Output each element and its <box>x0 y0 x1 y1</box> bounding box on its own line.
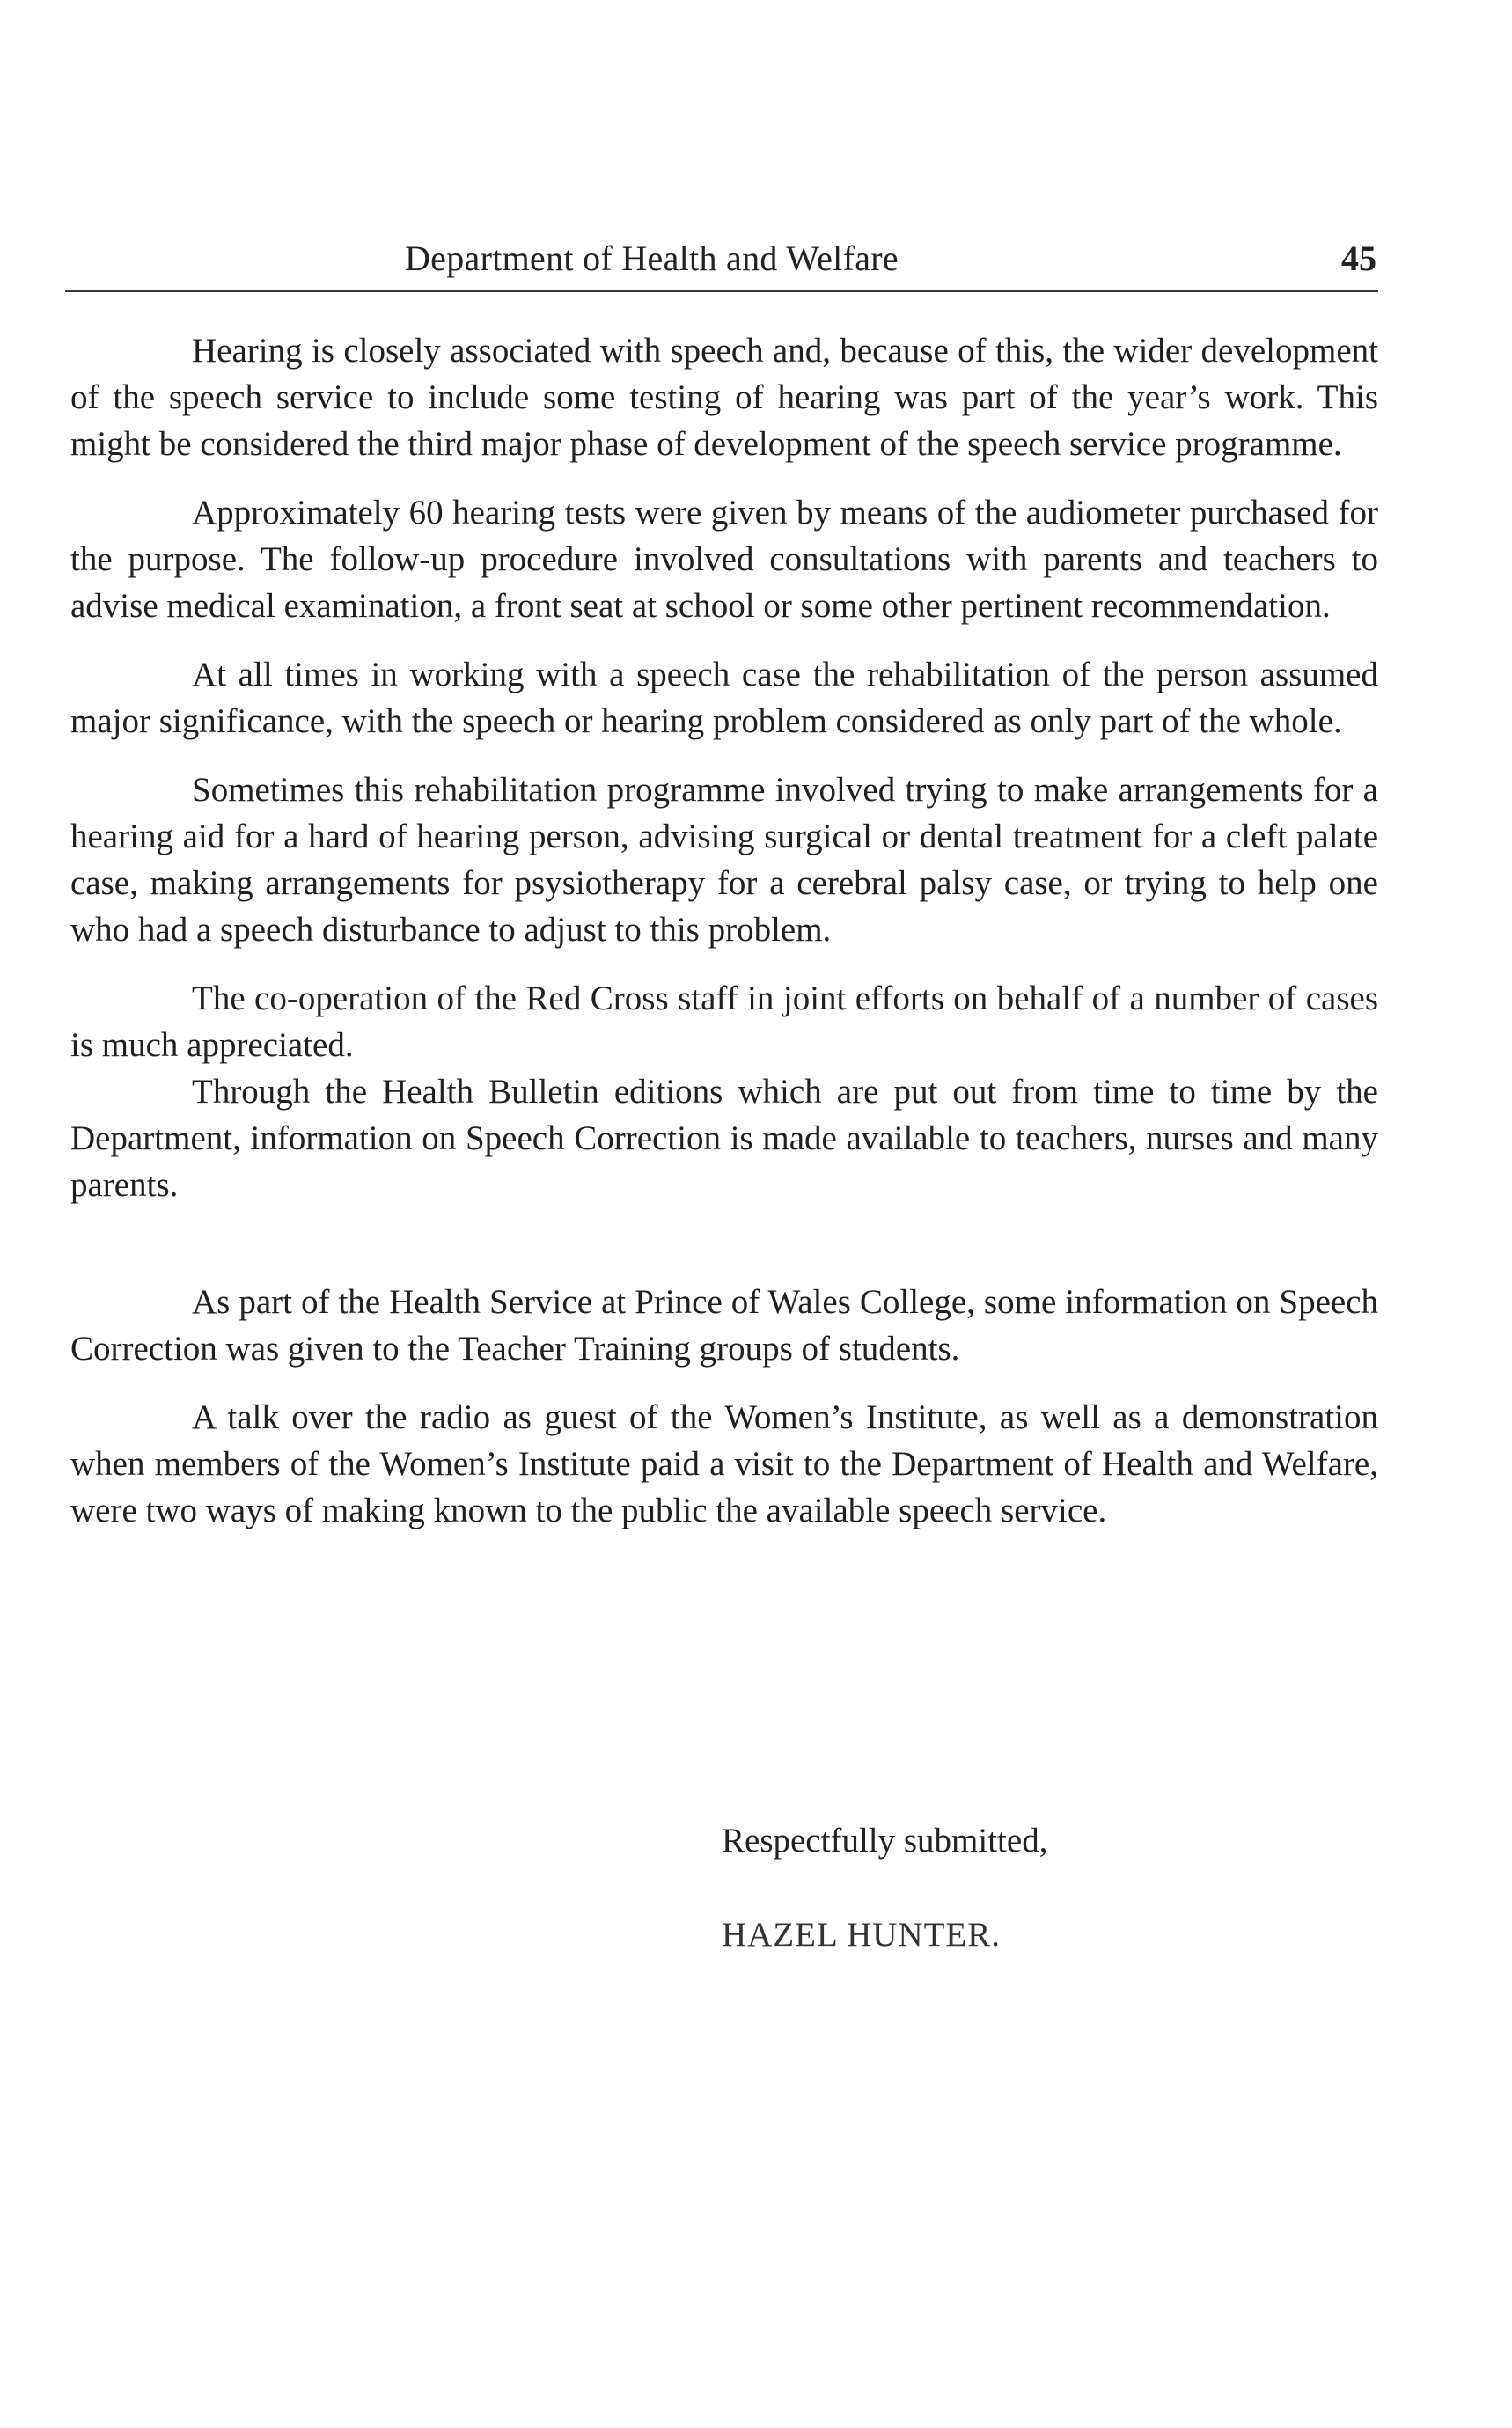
paragraph-health-bulletin: Through the Health Bulletin editions which are put out from time to time by the Department, information on Speech Correction is made available to teachers, nurses and many parents. <box>70 1073 1378 1204</box>
closing-block <box>722 1817 1338 1958</box>
paragraph-audiometer-tests: Approximately 60 hearing tests were given by means of the audiometer purchased for the purpose. The follow-up procedure involved consultations with parents and teachers to advise medical examination, a front seat at school or some other pertinent recommendation. <box>70 494 1378 625</box>
running-title: Department of Health and Welfare <box>405 238 899 278</box>
paragraph-red-cross: The co-operation of the Red Cross staff in joint efforts on behalf of a number of cases is much appreciated. <box>70 979 1378 1064</box>
paragraph-radio-talk: A talk over the radio as guest of the Women’s Institute, as well as a demonstration when members of the Women’s Institute paid a visit to the Department of Health and Welfare, were two ways of making known to the public the available speech service. <box>70 1398 1378 1529</box>
paragraph-rehabilitation: At all times in working with a speech case the rehabilitation of the person assumed major significance, with the speech or hearing problem considered as only part of the whole. <box>70 656 1378 740</box>
paragraph-hearing-testing: Hearing is closely associated with speech and, because of this, the wider development of the speech service to include some testing of hearing was part of the year’s work. This might be considered the third major phase of development of the speech service programme. <box>70 332 1378 463</box>
header-rule <box>65 290 1378 292</box>
salutation: Respectfully submitted, <box>722 1822 1048 1860</box>
report-body <box>70 327 1378 1534</box>
page-number: 45 <box>1341 238 1376 278</box>
paragraph-prince-of-wales: As part of the Health Service at Prince of Wales College, some information on Speech Correction was given to the Teacher Training groups of students. <box>70 1283 1378 1368</box>
running-head <box>65 231 1376 290</box>
paragraph-arrangements: Sometimes this rehabilitation programme involved trying to make arrangements for a hearing aid for a hard of hearing person, advising surgical or dental treatment for a cleft palate case, making arrangements for psysiotherapy for a cerebral palsy case, or trying to help one who had a speech disturbance to adjust to this problem. <box>70 771 1378 949</box>
signature: HAZEL HUNTER. <box>722 1916 1002 1954</box>
